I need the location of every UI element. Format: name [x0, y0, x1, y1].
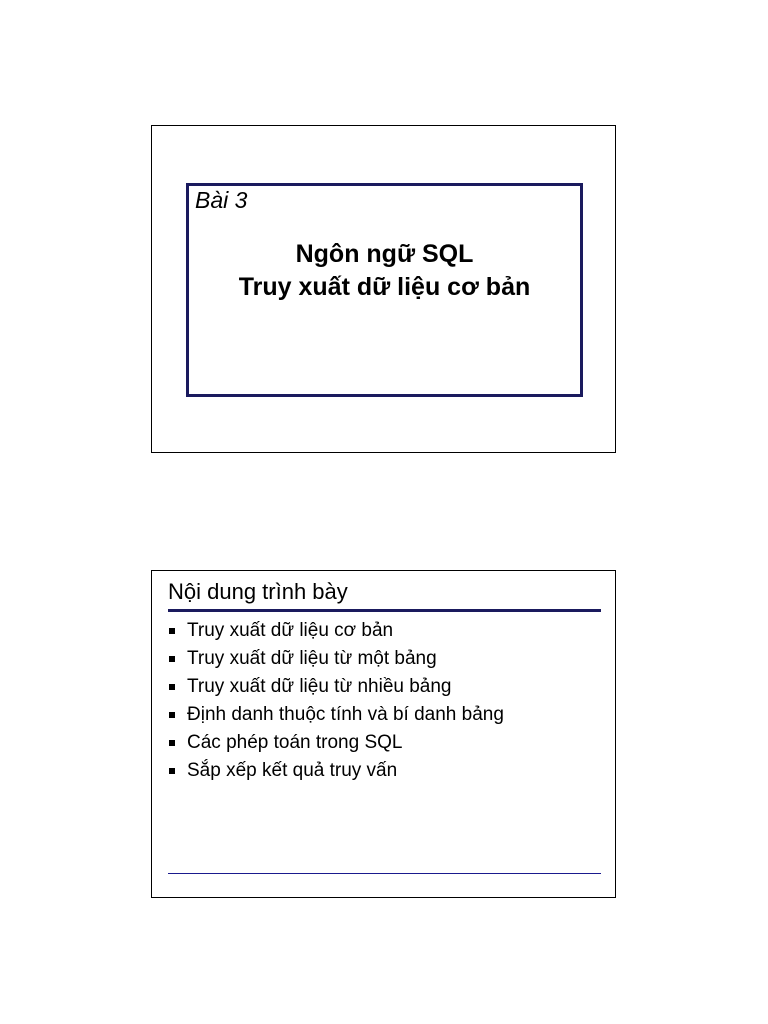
heading-underline	[168, 609, 601, 612]
slide-title-line: Ngôn ngữ SQL	[295, 240, 474, 268]
list-item	[168, 701, 504, 729]
square-bullet-icon	[169, 684, 175, 690]
list-item	[168, 673, 504, 701]
footer-divider	[168, 873, 601, 874]
list-item	[168, 645, 504, 673]
list-item-text: Truy xuất dữ liệu từ một bảng	[187, 648, 437, 669]
outline-heading: Nội dung trình bày	[168, 579, 348, 604]
title-slide	[151, 125, 616, 453]
list-item-text: Sắp xếp kết quả truy vấn	[187, 760, 398, 781]
lesson-label: Bài 3	[195, 187, 248, 213]
list-item-text: Truy xuất dữ liệu cơ bản	[187, 620, 394, 641]
square-bullet-icon	[169, 768, 175, 774]
list-item	[168, 729, 504, 757]
list-item	[168, 757, 504, 785]
square-bullet-icon	[169, 740, 175, 746]
list-item	[168, 617, 504, 645]
slide-subtitle-line: Truy xuất dữ liệu cơ bản	[238, 273, 531, 301]
list-item-text: Truy xuất dữ liệu từ nhiều bảng	[187, 676, 452, 697]
square-bullet-icon	[169, 656, 175, 662]
outline-slide	[151, 570, 616, 898]
square-bullet-icon	[169, 628, 175, 634]
title-frame	[186, 183, 583, 397]
square-bullet-icon	[169, 712, 175, 718]
list-item-text: Các phép toán trong SQL	[187, 732, 403, 753]
list-item-text: Định danh thuộc tính và bí danh bảng	[187, 704, 504, 725]
outline-list	[168, 617, 504, 785]
